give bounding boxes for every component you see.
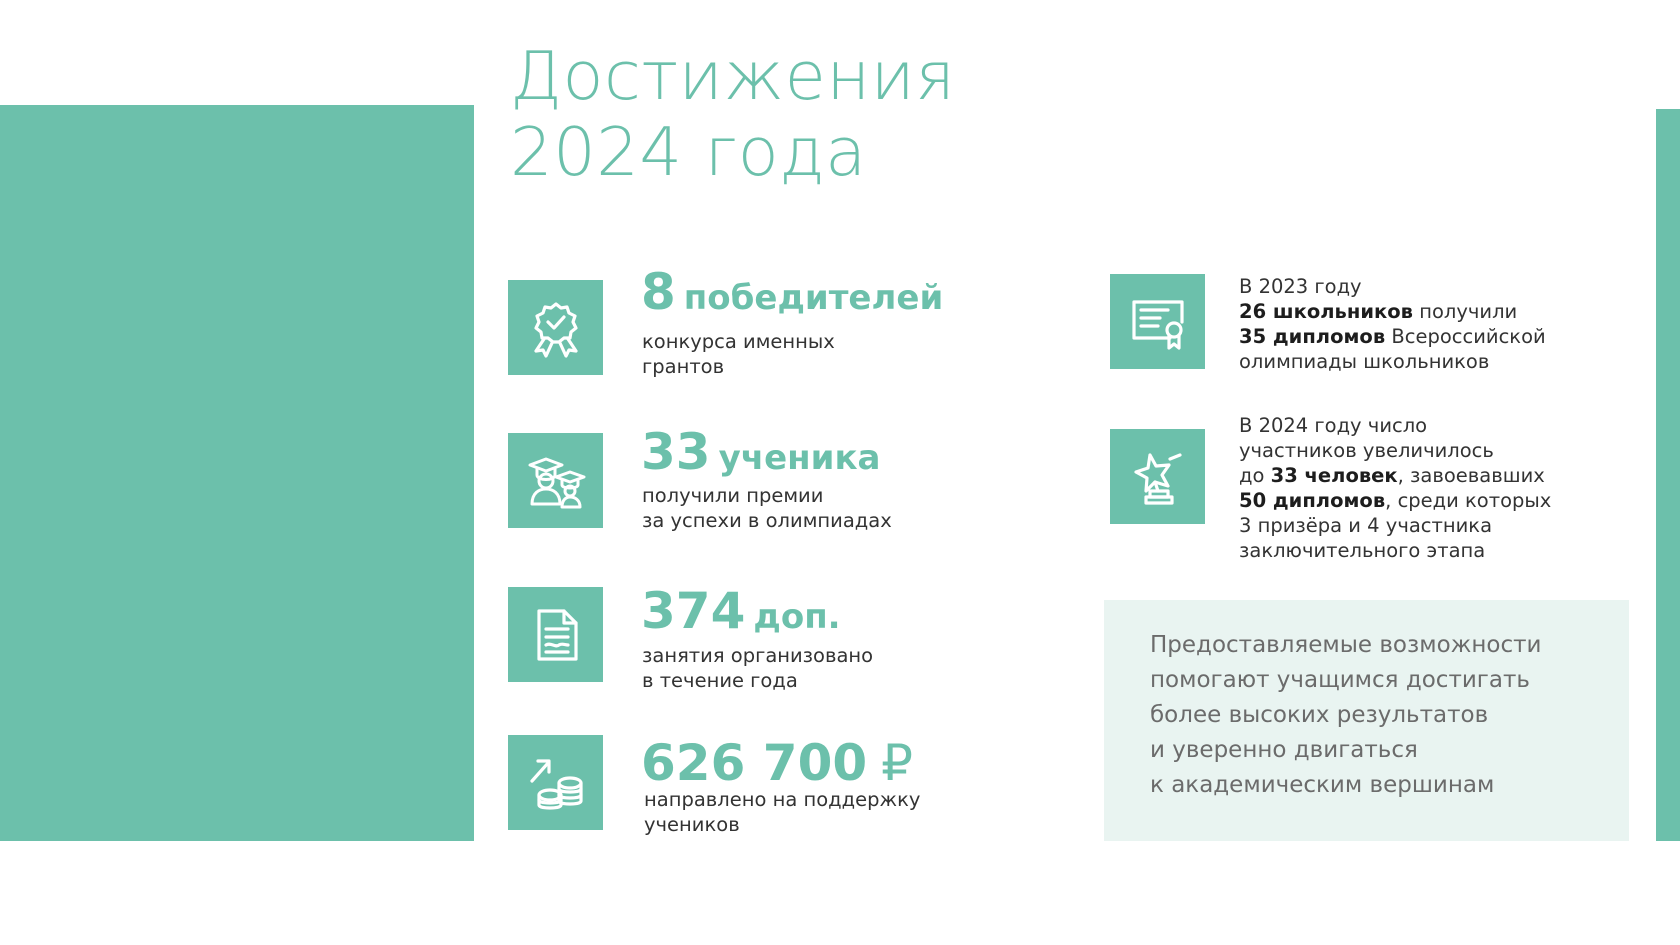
info-line: 3 призёра и 4 участника [1239, 514, 1493, 537]
stat-unit: ученика [718, 438, 881, 478]
desc-line: учеников [644, 813, 740, 836]
summary-line: к академическим вершинам [1150, 772, 1495, 798]
info-line [1239, 463, 1551, 488]
summary-text [1150, 628, 1541, 803]
info-line: участников увеличилось [1239, 439, 1494, 462]
info-pre: до [1239, 464, 1271, 487]
stat-classes-value [641, 581, 841, 647]
page-title [510, 38, 955, 190]
info-line: заключительного этапа [1239, 539, 1486, 562]
info-rest: , завоевавших [1397, 464, 1545, 487]
desc-line: направлено на поддержку [644, 788, 921, 811]
desc-line: занятия организовано [642, 644, 874, 667]
info-bold: 35 дипломов [1239, 325, 1386, 348]
info-rest: получили [1413, 300, 1518, 323]
info-line: олимпиады школьников [1239, 350, 1490, 373]
title-line-2: 2024 года [510, 113, 867, 191]
stat-unit: победителей [683, 278, 944, 318]
stat-unit: доп. [753, 597, 841, 637]
summary-line: Предоставляемые возможности [1150, 632, 1542, 658]
stat-students-value [641, 422, 881, 488]
stat-winners-value [641, 262, 943, 328]
desc-line: получили премии [642, 484, 824, 507]
info-line [1239, 299, 1546, 324]
stat-students-description [642, 483, 892, 533]
summary-line: и уверенно двигаться [1150, 737, 1418, 763]
info-line [1239, 324, 1546, 349]
info-line: В 2024 году число [1239, 414, 1428, 437]
graduates-icon [508, 433, 603, 528]
info-rest: , среди которых [1385, 489, 1552, 512]
star-trophy-icon [1110, 429, 1205, 524]
stat-winners-description [642, 329, 835, 379]
stat-value: 33 [641, 423, 711, 481]
info-bold: 50 дипломов [1239, 489, 1386, 512]
info-line [1239, 488, 1551, 513]
desc-line: конкурса именных [642, 330, 835, 353]
info-bold: 33 человек [1270, 464, 1398, 487]
summary-panel [1104, 600, 1629, 841]
stat-unit: ₽ [881, 734, 913, 792]
title-line-1: Достижения [510, 37, 956, 115]
summary-line: более высоких результатов [1150, 702, 1489, 728]
coins-growth-icon [508, 735, 603, 830]
award-badge-icon [508, 280, 603, 375]
stat-value: 374 [641, 582, 746, 640]
certificate-icon [1110, 274, 1205, 369]
info-line: В 2023 году [1239, 275, 1362, 298]
info-rest: Всероссийской [1385, 325, 1546, 348]
summary-line: помогают учащимся достигать [1150, 667, 1530, 693]
stat-funding-description [644, 787, 920, 837]
stat-value: 8 [641, 263, 676, 321]
info-2023-text [1239, 274, 1546, 374]
info-2024-text [1239, 413, 1551, 563]
stat-classes-description [642, 643, 873, 693]
right-accent-strip [1656, 109, 1680, 841]
stat-value: 626 700 [641, 734, 868, 792]
desc-line: грантов [642, 355, 725, 378]
document-icon [508, 587, 603, 682]
stat-funding-value [641, 733, 913, 793]
info-bold: 26 школьников [1239, 300, 1413, 323]
left-accent-panel [0, 105, 474, 841]
desc-line: за успехи в олимпиадах [642, 509, 892, 532]
desc-line: в течение года [642, 669, 798, 692]
